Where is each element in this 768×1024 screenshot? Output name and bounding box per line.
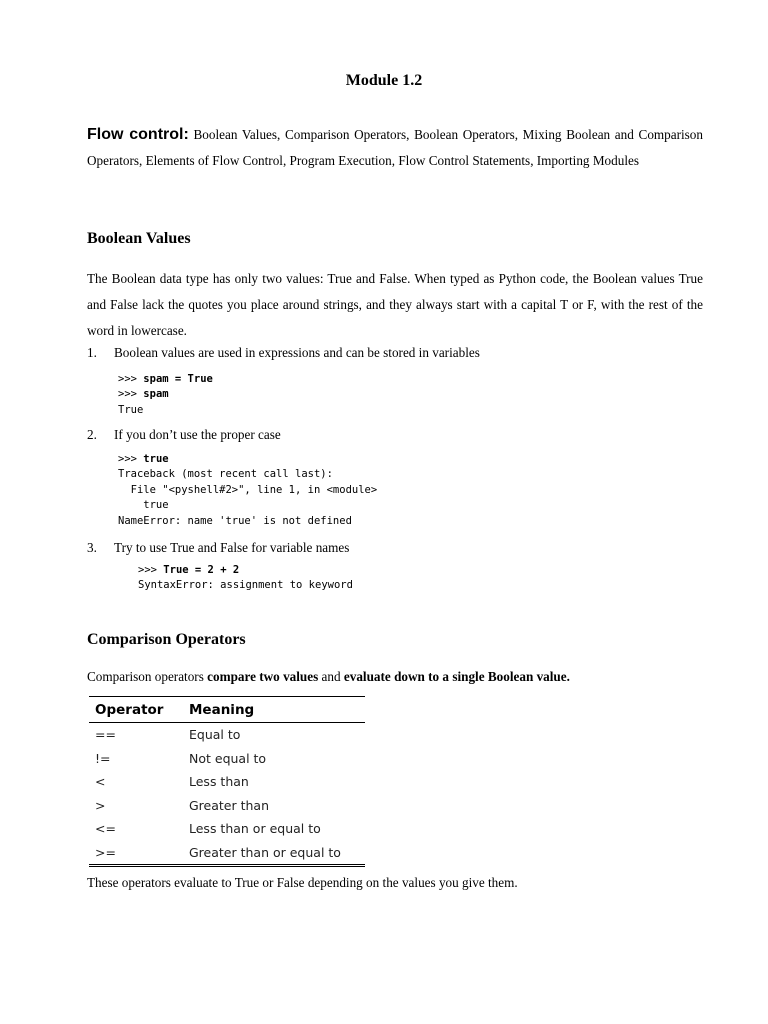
meaning-cell: Greater than — [189, 797, 270, 813]
code-line: >>> true — [118, 453, 169, 465]
meaning-cell: Not equal to — [189, 750, 267, 766]
table-row — [89, 723, 365, 747]
operators-footer-text: These operators evaluate to True or False depending on the values you give them. — [87, 875, 518, 890]
table-header-row — [89, 697, 365, 723]
list-item-number: 1. — [87, 345, 97, 360]
boolean-values-paragraph: The Boolean data type has only two values: True and False. When typed as Python code, the Boolean values True and False lack the quotes you place around strings, and they always start with a capital T or F, with the rest of the word in lowercase. — [87, 271, 703, 338]
list-item-2 — [87, 425, 703, 445]
table-row — [89, 817, 365, 841]
intro-topics: Boolean Values, Comparison Operators, Boolean Operators, Mixing Boolean and Comparison Operators, Elements of Flow Control, Program Execution, Flow Control Statements, Importing Modules — [87, 127, 703, 168]
intro-lead: Flow control: — [87, 126, 189, 143]
operator-cell: < — [95, 774, 106, 790]
operator-cell: == — [95, 727, 116, 743]
table-row — [89, 747, 365, 771]
meaning-cell: Less than — [189, 774, 249, 790]
page-title: Module 1.2 — [345, 72, 423, 89]
column-header-meaning: Meaning — [183, 697, 365, 723]
list-item-text: Boolean values are used in expressions and can be stored in variables — [114, 345, 480, 360]
code-block-3 — [138, 563, 353, 594]
meaning-cell: Equal to — [189, 727, 241, 743]
code-line: True — [118, 403, 144, 416]
code-line: >>> spam — [118, 388, 169, 401]
operator-cell: > — [95, 797, 106, 813]
list-item-1 — [87, 343, 703, 363]
code-line: NameError: name 'true' is not defined — [118, 514, 352, 527]
column-header-operator: Operator — [89, 697, 183, 723]
table-row — [89, 770, 365, 794]
code-line: >>> True = 2 + 2 — [138, 564, 240, 576]
list-item-text: Try to use True and False for variable names — [114, 540, 350, 555]
code-block-1 — [118, 372, 213, 418]
code-line: >>> spam = True — [118, 373, 213, 385]
list-item-number: 3. — [87, 540, 97, 555]
meaning-cell: Greater than or equal to — [183, 841, 365, 866]
code-line: Traceback (most recent call last): — [118, 468, 333, 481]
operator-cell: <= — [95, 821, 116, 837]
operator-cell: != — [95, 750, 111, 766]
table-row — [89, 841, 365, 866]
operator-cell: >= — [89, 841, 183, 866]
list-item-3 — [87, 538, 703, 558]
table-row — [89, 794, 365, 818]
code-block-2 — [118, 452, 377, 529]
intro-paragraph — [87, 122, 703, 174]
list-item-number: 2. — [87, 427, 97, 442]
boolean-values-heading: Boolean Values — [87, 230, 191, 247]
comparison-operators-heading: Comparison Operators — [87, 631, 246, 648]
comparison-operators-sentence: Comparison operators compare two values and evaluate down to a single Boolean value. — [87, 669, 570, 684]
list-item-text: If you don’t use the proper case — [114, 427, 281, 442]
code-line: SyntaxError: assignment to keyword — [138, 579, 353, 592]
code-line: true — [118, 499, 169, 512]
meaning-cell: Less than or equal to — [189, 821, 321, 837]
operators-table — [89, 696, 365, 867]
code-line: File "<pyshell#2>", line 1, in <module> — [118, 483, 378, 496]
